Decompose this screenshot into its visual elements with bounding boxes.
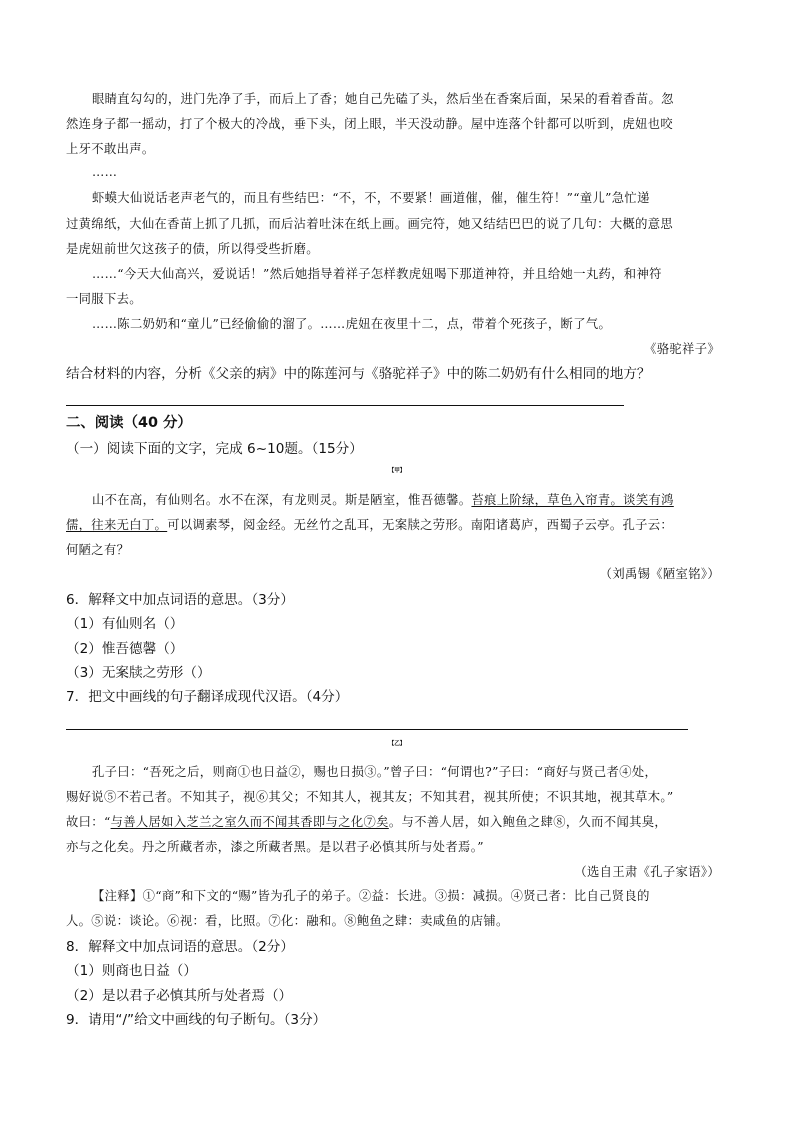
passage-jia-line3: 何陋之有？ (66, 543, 130, 557)
excerpt-p1-line1: 眼睛直勾勾的，进门先净了手，而后上了香；她自己先磕了头，然后坐在香案后面，呆呆的看着香苗。忽 (92, 92, 674, 106)
passage-yi-line1: 孔子曰：“吾死之后，则商①也日益②，赐也日损③。”曾子曰：“何谓也?”子曰：“商好与贤己者④处， (92, 765, 658, 779)
excerpt-p2-line3: 是虎妞前世欠这孩子的债，所以得受些折磨。 (66, 242, 319, 256)
passage-yi-line3 (66, 816, 667, 830)
notes-line1: 【注释】①“商”和下文的“赐”皆为孔子的弟子。②益：长进。③损：减损。④贤己者：比自己贤良的 (92, 889, 650, 903)
jia-underlined-sentence-b: 儒，往来无白丁。 (66, 518, 168, 532)
passage-jia-line1 (92, 494, 674, 508)
excerpt-p3-line1: ……“今天大仙高兴，爱说话！”然后她指导着祥子怎样教虎妞喝下那道神符，并且给她一丸药，和神符 (92, 267, 662, 281)
jia-line1-text: 山不在高，有仙则名。水不在深，有龙则灵。斯是陋室，惟吾德馨。 (92, 493, 472, 507)
question-8: 8．解释文中加点词语的意思。（2分） (66, 939, 294, 955)
section-2-title: 二、阅读（40 分） (66, 415, 192, 431)
jia-underlined-sentence-a: 苔痕上阶绿，草色入帘青。谈笑有鸿 (471, 493, 674, 507)
question-5: 结合材料的内容，分析《父亲的病》中的陈莲河与《骆驼祥子》中的陈二奶奶有什么相同的地方？ (66, 366, 651, 382)
passage-jia-label: 【甲】 (388, 468, 406, 474)
notes-line2: 人。⑤说：谈论。⑥视：看，比照。⑦化：融和。⑧鲍鱼之肆：卖咸鱼的店铺。 (66, 914, 509, 928)
excerpt-ellipsis: …… (92, 165, 118, 179)
question-9: 9．请用“/”给文中画线的句子断句。（3分） (66, 1012, 327, 1028)
excerpt-p2-line1: 虾蟆大仙说话老声老气的，而且有些结巴：“不，不，不要紧！画道催，催，催生符！”“童儿”急忙递 (92, 191, 650, 205)
passage-yi-source: （选自王肃《孔子家语》） (574, 865, 720, 879)
question-6-item-3: （3）无案牍之劳形（） (66, 665, 211, 681)
excerpt-p1-line3: 上牙不敢出声。 (66, 142, 155, 156)
passage-yi-label: 【乙】 (388, 741, 406, 747)
excerpt-p3-line2: 一同服下去。 (66, 292, 142, 306)
passage-yi-line4: 亦与之化矣。丹之所藏者赤，漆之所藏者黑。是以君子必慎其所与处者焉。” (66, 840, 484, 854)
question-6-item-2: （2）惟吾德馨（） (66, 641, 184, 657)
question-8-item-1: （1）则商也日益（） (66, 963, 197, 979)
yi-line3-text-b: 。与不善人居，如入鲍鱼之肆⑧，久而不闻其臭， (388, 815, 668, 829)
question-7: 7．把文中画线的句子翻译成现代汉语。（4分） (66, 689, 349, 705)
passage-yi-line2: 赐好说⑤不若己者。不知其子，视⑥其父；不知其人，视其友；不知其君，视其所使；不识其地，视其草木。” (66, 790, 674, 804)
question-6: 6．解释文中加点词语的意思。（3分） (66, 592, 294, 608)
excerpt-source: 《骆驼祥子》 (644, 342, 720, 356)
passage-jia-line2 (66, 519, 673, 533)
yi-underlined-sentence: 与善人居如入芝兰之室久而不闻其香即与之化⑦矣 (110, 815, 389, 829)
section-2-part1-intro: （一）阅读下面的文字，完成 6~10题。（15分） (66, 441, 363, 457)
passage-jia-source: （刘禹锡《陋室铭》） (599, 567, 720, 581)
question-8-item-2: （2）是以君子必慎其所与处者焉（） (66, 988, 293, 1004)
excerpt-p1-line2: 然连身子都一摇动，打了个极大的冷战，垂下头，闭上眼，半天没动静。屋中连落个针都可以听到，虎妞也咬 (66, 117, 674, 131)
answer-line-q7 (66, 729, 688, 730)
answer-line-q5 (66, 405, 624, 406)
excerpt-p2-line2: 过黄绵纸，大仙在香苗上抓了几抓，而后沾着吐沫在纸上画。画完符，她又结结巴巴的说了几句：大概的意思 (66, 217, 674, 231)
yi-line3-text-a: 故曰：“ (66, 815, 111, 829)
question-6-item-1: （1）有仙则名（） (66, 616, 184, 632)
jia-line2-text: 可以调素琴，阅金经。无丝竹之乱耳，无案牍之劳形。南阳诸葛庐，西蜀子云亭。孔子云： (167, 518, 674, 532)
excerpt-p4: ……陈二奶奶和“童儿”已经偷偷的溜了。……虎妞在夜里十二，点，带着个死孩子，断了气。 (92, 317, 612, 331)
